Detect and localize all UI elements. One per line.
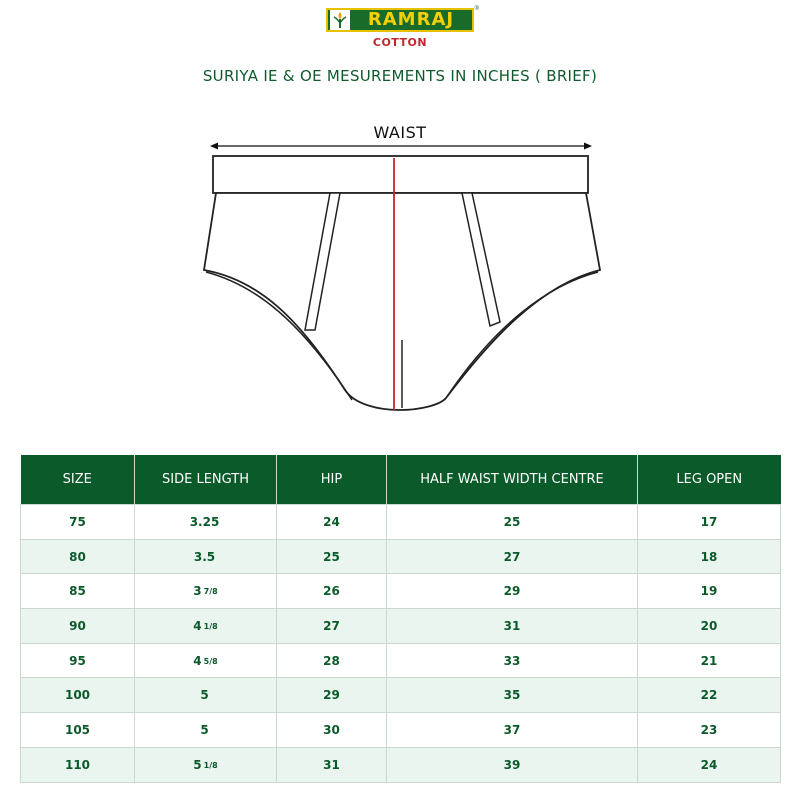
cell-leg-open: 20	[638, 609, 781, 644]
cell-half-waist: 37	[387, 713, 638, 748]
cell-leg-open: 17	[638, 505, 781, 540]
cell-side-length: 5 1/8	[135, 747, 277, 782]
cell-side-length: 3.25	[135, 505, 277, 540]
table-row	[21, 505, 781, 540]
cell-half-waist: 31	[387, 609, 638, 644]
cell-half-waist: 29	[387, 574, 638, 609]
cell-half-waist: 27	[387, 539, 638, 574]
registered-mark: ®	[474, 6, 479, 12]
table-row	[21, 539, 781, 574]
cell-hip: 30	[277, 713, 387, 748]
cell-hip: 26	[277, 574, 387, 609]
header-side-length: SIDE LENGTH	[135, 455, 277, 505]
table-row	[21, 643, 781, 678]
cell-leg-open: 23	[638, 713, 781, 748]
cell-leg-open: 24	[638, 747, 781, 782]
cell-side-length: 5	[135, 678, 277, 713]
table-row	[21, 678, 781, 713]
header-hip: HIP	[277, 455, 387, 505]
cell-size: 110	[21, 747, 135, 782]
cell-leg-open: 21	[638, 643, 781, 678]
waist-label: WAIST	[373, 123, 427, 142]
cell-half-waist: 25	[387, 505, 638, 540]
cell-half-waist: 35	[387, 678, 638, 713]
cell-side-length: 4 1/8	[135, 609, 277, 644]
table-row	[21, 574, 781, 609]
cell-hip: 28	[277, 643, 387, 678]
cell-side-length: 4 5/8	[135, 643, 277, 678]
brand-name: RAMRAJ	[367, 9, 455, 30]
cell-hip: 27	[277, 609, 387, 644]
cell-leg-open: 19	[638, 574, 781, 609]
cell-size: 100	[21, 678, 135, 713]
cell-side-length: 3.5	[135, 539, 277, 574]
cell-size: 105	[21, 713, 135, 748]
table-row	[21, 713, 781, 748]
cell-side-length: 3 7/8	[135, 574, 277, 609]
cell-size: 85	[21, 574, 135, 609]
table-row	[21, 609, 781, 644]
cell-size: 95	[21, 643, 135, 678]
waist-arrow	[210, 143, 592, 150]
cell-half-waist: 33	[387, 643, 638, 678]
header-size: SIZE	[21, 455, 135, 505]
cell-half-waist: 39	[387, 747, 638, 782]
cell-size: 80	[21, 539, 135, 574]
header-leg-open: LEG OPEN	[638, 455, 781, 505]
waistband	[213, 156, 588, 193]
cell-hip: 31	[277, 747, 387, 782]
table-row	[21, 747, 781, 782]
table-header-row	[21, 455, 781, 505]
header-half-waist-width-centre: HALF WAIST WIDTH CENTRE	[387, 455, 638, 505]
cell-hip: 24	[277, 505, 387, 540]
brand-subtitle: COTTON	[372, 36, 428, 49]
size-chart-table	[20, 455, 781, 783]
cell-hip: 25	[277, 539, 387, 574]
cell-size: 90	[21, 609, 135, 644]
cell-hip: 29	[277, 678, 387, 713]
cell-side-length: 5	[135, 713, 277, 748]
cell-leg-open: 18	[638, 539, 781, 574]
cell-size: 75	[21, 505, 135, 540]
cell-leg-open: 22	[638, 678, 781, 713]
page-title: SURIYA IE & OE MESUREMENTS IN INCHES ( BRIEF)	[202, 67, 598, 85]
